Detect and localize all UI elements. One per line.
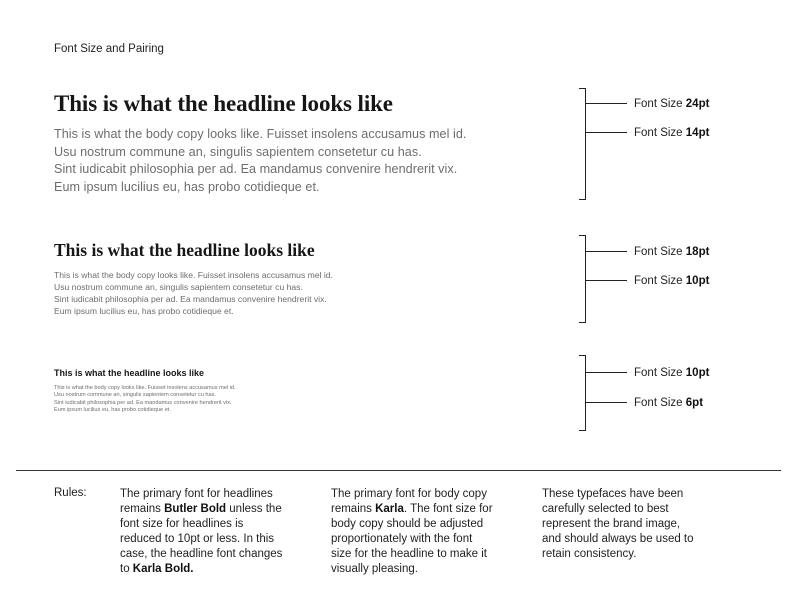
body-size-label: Font Size 10pt [634, 275, 710, 287]
body-line: Eum ipsum lucilius eu, has probo cotidieque et. [54, 179, 320, 194]
sample-body-copy [54, 269, 333, 317]
leader-line [585, 251, 627, 252]
headline-size-label: Font Size 18pt [634, 246, 710, 258]
body-line: Usu nostrum commune an, singulis sapientem consetetur cu has. [54, 282, 303, 292]
rules-label: Rules: [54, 487, 87, 499]
sample-headline: This is what the headline looks like [54, 240, 315, 260]
body-line: Sint iudicabit philosophia per ad. Ea mandamus convenire hendrerit vix. [54, 294, 327, 304]
body-line: Sint iudicabit philosophia per ad. Ea mandamus convenire hendrerit vix. [54, 162, 458, 176]
size-bracket [579, 88, 586, 200]
size-bracket [579, 235, 586, 323]
type-sample-small [54, 367, 236, 415]
body-line: Eum ipsum lucilius eu, has probo cotidieque et. [54, 306, 234, 316]
body-line: Sint iudicabit philosophia per ad. Ea mandamus convenire hendrerit vix. [54, 399, 232, 406]
rule-body-font: The primary font for body copy remains Karla. The font size for body copy should be adjusted proportionately with the font size for the headline to make it visually pleasing. [331, 488, 493, 575]
body-line: Usu nostrum commune an, singulis sapientem consetetur cu has. [54, 144, 422, 159]
rule-consistency: These typefaces have been carefully selected to best represent the brand image, and should always be used to retain consistency. [542, 488, 694, 560]
leader-line [585, 402, 627, 403]
size-bracket [579, 355, 586, 431]
headline-size-label: Font Size 10pt [634, 367, 710, 379]
body-size-label: Font Size 6pt [634, 397, 704, 409]
body-line: Usu nostrum commune an, singulis sapientem consetetur cu has. [54, 392, 216, 399]
body-line: This is what the body copy looks like. Fuisset insolens accusamus mel id. [54, 385, 236, 391]
type-sample-large [54, 90, 466, 196]
page-title: Font Size and Pairing [54, 43, 164, 55]
body-line: Eum ipsum lucilius eu, has probo cotidieque et. [54, 407, 171, 414]
leader-line [585, 103, 627, 104]
leader-line [585, 372, 627, 373]
sample-body-copy [54, 126, 466, 196]
section-divider [16, 470, 781, 471]
sample-headline: This is what the headline looks like [54, 91, 393, 116]
body-line: This is what the body copy looks like. Fuisset insolens accusamus mel id. [54, 270, 333, 280]
type-sample-medium [54, 240, 333, 317]
leader-line [585, 280, 627, 281]
rule-headline-font: The primary font for headlines remains Butler Bold unless the font size for headlines is reduced to 10pt or less. In this case, the headline font changes to Karla Bold. [120, 488, 283, 575]
sample-body-copy [54, 385, 236, 415]
headline-size-label: Font Size 24pt [634, 98, 710, 110]
body-line: This is what the body copy looks like. Fuisset insolens accusamus mel id. [54, 127, 467, 141]
sample-headline: This is what the headline looks like [54, 368, 205, 378]
body-size-label: Font Size 14pt [634, 127, 710, 139]
leader-line [585, 132, 627, 133]
